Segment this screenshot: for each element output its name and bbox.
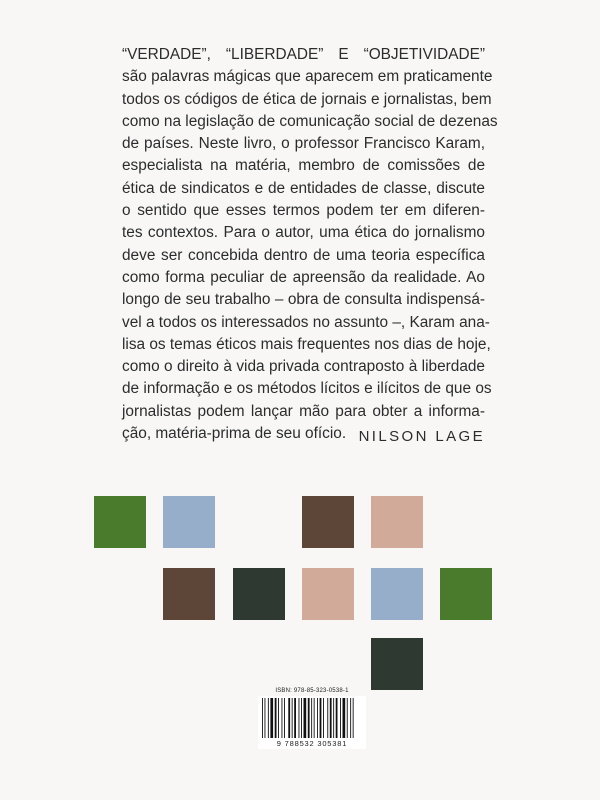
barcode-digits: 9 788532 305381 [276, 739, 348, 748]
blurb-line: como o direito à vida privada contraposto à liberdade [122, 358, 485, 376]
color-square [371, 638, 423, 690]
blurb-line: ção, matéria-prima de seu ofício. [122, 425, 347, 443]
color-square [440, 568, 492, 620]
barcode-bars [261, 698, 363, 738]
color-square [94, 496, 146, 548]
blurb-line: como na legislação de comunicação social de dezenas [122, 112, 498, 130]
blurb-line: de países. Neste livro, o professor Francisco Karam, [122, 135, 485, 153]
blurb-line: “VERDADE”, “LIBERDADE” E “OBJETIVIDADE” [122, 46, 485, 63]
blurb-line: lisa os temas éticos mais frequentes nos dias de hoje, [122, 335, 491, 353]
color-square [371, 496, 423, 548]
blurb-line: longo de seu trabalho – obra de consulta indispensá- [122, 291, 485, 309]
isbn-label: ISBN: 978-85-323-0538-1 [275, 688, 349, 694]
color-square [302, 496, 354, 548]
blurb-line: tes contextos. Para o autor, uma ética do jornalismo [122, 224, 485, 242]
blurb-line: vel a todos os interessados no assunto –, Karam ana- [122, 313, 490, 331]
barcode-block [258, 688, 366, 749]
color-square [302, 568, 354, 620]
blurb-line: deve ser concebida dentro de uma teoria específica [122, 246, 485, 264]
blurb-line: ética de sindicatos e de entidades de classe, discute [122, 179, 485, 197]
author-signature: NILSON LAGE [358, 428, 485, 445]
blurb-line: especialista na matéria, membro de comissões de [122, 157, 485, 175]
blurb-line: jornalistas podem lançar mão para obter a informa- [122, 402, 485, 420]
blurb-line: de informação e os métodos lícitos e ilícitos de que os [122, 380, 492, 398]
color-square [163, 568, 215, 620]
blurb-line: o sentido que esses termos podem ter em diferen- [122, 202, 485, 220]
blurb-line: todos os códigos de ética de jornais e jornalistas, bem [122, 90, 492, 108]
color-square [371, 568, 423, 620]
color-square [163, 496, 215, 548]
blurb-text [122, 44, 498, 445]
blurb-line: são palavras mágicas que aparecem em praticamente [122, 68, 493, 86]
blurb-line: como forma peculiar de apreensão da realidade. Ao [122, 268, 485, 286]
color-square [233, 568, 285, 620]
barcode [258, 696, 366, 749]
